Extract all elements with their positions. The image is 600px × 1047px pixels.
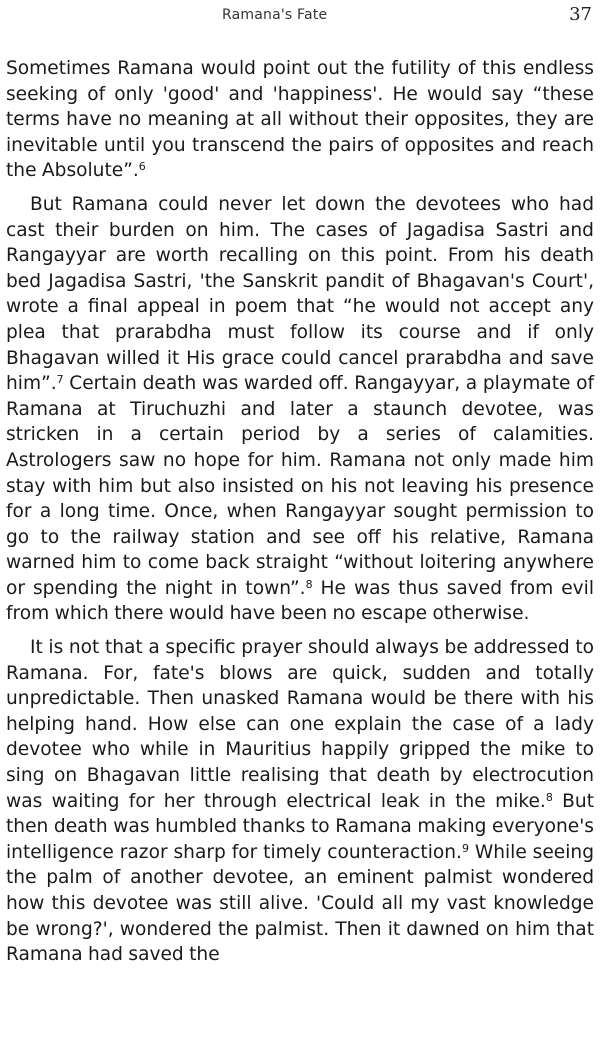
page-number: 37 (569, 4, 592, 25)
running-title: Ramana's Fate (222, 7, 328, 23)
paragraph-3 (6, 635, 594, 968)
paragraph-3-text-a: It is not that a specific prayer should always be addressed to Ramana. For, fate's blows are quick, sudden and totally unpredictable. Then unasked Ramana would be there with his helping hand. How else can one explain the case of a lady devotee who while in Mauritius happily gripped the mike to sing on Bhagavan little realising that death by electrocution was waiting for her through electrical leak in the mike. (6, 637, 594, 812)
paragraph-2 (6, 192, 594, 627)
running-header (0, 4, 600, 30)
paragraph-3-text-b: But then death was humbled thanks to Ramana making everyone's intelligence razor sharp for timely counteraction. (6, 790, 595, 863)
paragraph-2-text-c: He was thus saved from evil from which there would have been no escape otherwise. (6, 577, 595, 625)
paragraph-3-text-c: While seeing the palm of another devotee, an eminent palmist wondered how this devotee was still alive. 'Could all my vast knowledge be wrong?', wondered the palmist. Then it dawned on him that Ramana had saved the (6, 841, 594, 966)
body-text (6, 56, 594, 976)
paragraph-2-text-a: But Ramana could never let down the devotees who had cast their burden on him. The cases of Jagadisa Sastri and Rangayyar are worth recalling on this point. From his death bed Jagadisa Sastri, 'the Sanskrit pandit of Bhagavan's Court', wrote a final appeal in poem that “he would not accept any plea that prarabdha must follow its course and if only Bhagavan willed it His grace could cancel prarabdha and save him”. (6, 193, 594, 395)
paragraph-2-text-b: Certain death was warded off. Rangayyar, a playmate of Ramana at Tiruchuzhi and later a staunch devotee, was stricken in a certain period by a series of calamities. Astrologers saw no hope for him. Ramana not only made him stay with him but also insisted on his not leaving his presence for a long time. Once, when Rangayyar sought permission to go to the railway station and see off his relative, Ramana warned him to come back straight “without loitering anywhere or spending the night in town”. (6, 373, 594, 599)
paragraph-1-text: Sometimes Ramana would point out the futility of this endless seeking of only 'good' and 'happiness'. He would say “these terms have no meaning at all without their opposites, they are inevitable until you transcend the pairs of opposites and reach the Absolute”. (6, 58, 594, 182)
footnote-ref: 8 (305, 577, 313, 591)
footnote-ref: 9 (461, 841, 469, 855)
paragraph-1 (6, 56, 594, 184)
footnote-ref: 8 (545, 790, 553, 804)
footnote-ref: 6 (138, 160, 146, 174)
footnote-ref: 7 (56, 373, 64, 387)
